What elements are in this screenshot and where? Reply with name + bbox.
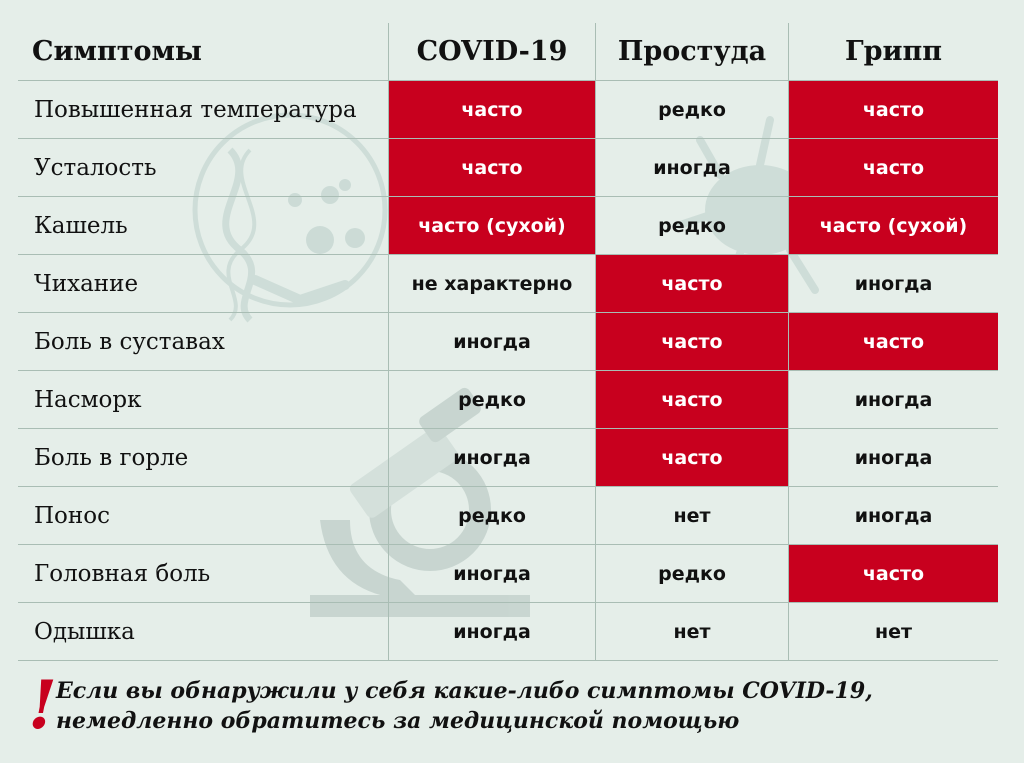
- value-cell-flu: нет: [789, 603, 998, 661]
- value-cell-flu: часто (сухой): [789, 197, 998, 255]
- value-cell-covid: часто: [389, 81, 596, 139]
- footnote-text: [56, 676, 873, 736]
- table-row: [18, 429, 998, 487]
- value-cell-cold: часто: [596, 255, 789, 313]
- footnote: [28, 666, 873, 744]
- table-row: [18, 371, 998, 429]
- symptom-name: Насморк: [18, 371, 389, 429]
- symptom-name: Понос: [18, 487, 389, 545]
- header-flu: Грипп: [789, 23, 998, 81]
- symptom-name: Боль в горле: [18, 429, 389, 487]
- value-cell-flu: часто: [789, 313, 998, 371]
- table-row: [18, 139, 998, 197]
- header-cold: Простуда: [596, 23, 789, 81]
- table-row: [18, 487, 998, 545]
- symptom-name: Боль в суставах: [18, 313, 389, 371]
- exclamation-mark: !: [28, 666, 57, 744]
- value-cell-cold: часто: [596, 313, 789, 371]
- value-cell-cold: редко: [596, 545, 789, 603]
- value-cell-covid: редко: [389, 371, 596, 429]
- value-cell-flu: иногда: [789, 429, 998, 487]
- value-cell-cold: нет: [596, 603, 789, 661]
- footnote-line-2: немедленно обратитесь за медицинской помощью: [56, 708, 740, 734]
- symptom-name: Усталость: [18, 139, 389, 197]
- symptom-name: Одышка: [18, 603, 389, 661]
- table-row: [18, 603, 998, 661]
- symptom-name: Повышенная температура: [18, 81, 389, 139]
- value-cell-cold: редко: [596, 81, 789, 139]
- value-cell-cold: нет: [596, 487, 789, 545]
- value-cell-flu: иногда: [789, 371, 998, 429]
- value-cell-flu: иногда: [789, 255, 998, 313]
- value-cell-covid: иногда: [389, 313, 596, 371]
- table-row: [18, 197, 998, 255]
- footnote-line-1: Если вы обнаружили у себя какие-либо симптомы COVID-19,: [56, 678, 873, 704]
- value-cell-covid: часто (сухой): [389, 197, 596, 255]
- value-cell-covid: иногда: [389, 429, 596, 487]
- symptom-name: Кашель: [18, 197, 389, 255]
- table-row: [18, 545, 998, 603]
- symptom-comparison-table: [18, 23, 998, 661]
- table-row: [18, 313, 998, 371]
- symptom-name: Головная боль: [18, 545, 389, 603]
- table-body: [18, 81, 998, 661]
- value-cell-flu: часто: [789, 545, 998, 603]
- value-cell-cold: часто: [596, 371, 789, 429]
- header-covid: COVID-19: [389, 23, 596, 81]
- table-row: [18, 255, 998, 313]
- value-cell-flu: часто: [789, 81, 998, 139]
- value-cell-cold: часто: [596, 429, 789, 487]
- header-row: [18, 23, 998, 81]
- value-cell-covid: часто: [389, 139, 596, 197]
- value-cell-cold: иногда: [596, 139, 789, 197]
- value-cell-cold: редко: [596, 197, 789, 255]
- value-cell-covid: не характерно: [389, 255, 596, 313]
- value-cell-covid: иногда: [389, 603, 596, 661]
- table-row: [18, 81, 998, 139]
- header-symptoms: Симптомы: [18, 23, 389, 81]
- value-cell-covid: иногда: [389, 545, 596, 603]
- value-cell-flu: иногда: [789, 487, 998, 545]
- symptom-name: Чихание: [18, 255, 389, 313]
- value-cell-covid: редко: [389, 487, 596, 545]
- value-cell-flu: часто: [789, 139, 998, 197]
